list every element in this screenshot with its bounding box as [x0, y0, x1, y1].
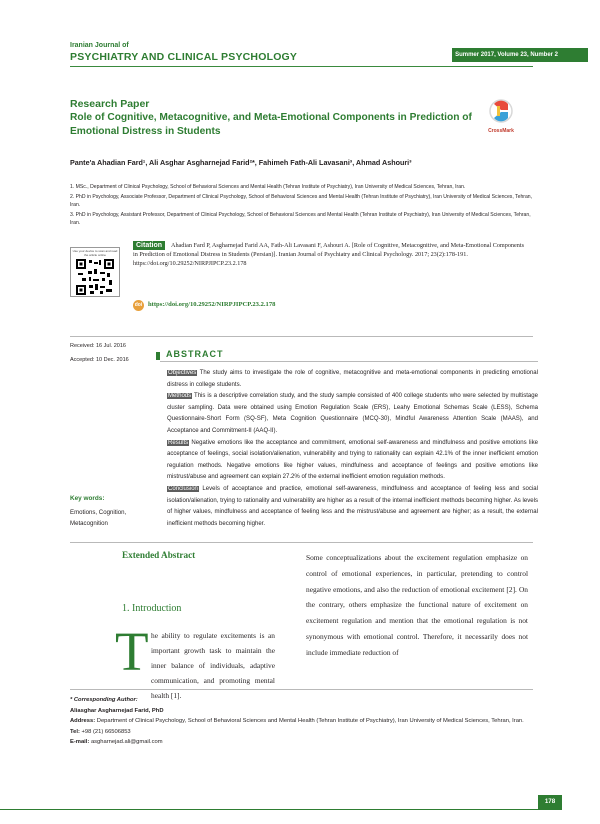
crossmark-label: CrossMark	[488, 128, 514, 134]
email-value[interactable]: asgharnejad.ali@gmail.com	[89, 739, 163, 745]
abstract-divider	[160, 361, 538, 362]
header-divider	[70, 66, 533, 67]
corresponding-title: * Corresponding Author:	[70, 697, 138, 703]
qr-caption: Use your device to scan and read the article online	[72, 249, 118, 257]
conclusion-text: Levels of acceptance and practice, emotional self-awareness, mindfulness and acceptance of feeling less and social isolation/alienation, trying to rationality and vulnerability are higher as a result of the internal inefficient methods becoming higher. As levels of higher values, mindfulness and acceptance of feeling less and the mistrust/abuse and agreement are higher; as a result, the external inefficient methods becoming higher.	[167, 485, 538, 527]
author-list: Pante'a Ahadian Fard¹, Ali Asghar Asgharnejad Farid²*, Fahimeh Fath-Ali Lavasani³, Ahmad Ashouri³	[70, 158, 412, 167]
keywords-text: Emotions, Cognition, Metacognition	[70, 509, 127, 528]
abstract-marker	[156, 352, 160, 360]
abstract-body	[167, 368, 538, 530]
abstract-conclusion	[167, 484, 538, 530]
objectives-text: The study aims to investigate the role of cognitive, metacognitive and meta-emotional components in predicting emotional distress in college students.	[167, 370, 538, 388]
corresponding-name: Aliasghar Asgharnejad Farid, PhD	[70, 707, 164, 714]
section-divider	[70, 336, 533, 337]
section-divider-2	[70, 542, 533, 543]
footer-line	[0, 809, 562, 810]
extended-abstract-heading: Extended Abstract	[122, 550, 196, 560]
affiliations	[70, 183, 542, 227]
keywords-label: Key words:	[70, 495, 105, 502]
email-label: E-mail:	[70, 739, 90, 745]
affiliation-2: 2. PhD in Psychology, Associate Professor, Department of Clinical Psychology, School of Behavioral Sciences and Mental Health (Tehran Institute of Psychiatry), Iran University of Medical Sciences, Tehran, Iran.	[70, 194, 533, 209]
corresponding-address	[70, 716, 540, 727]
journal-top-label: Iranian Journal of	[70, 42, 129, 49]
citation-text: Ahadian Fard P, Asgharnejad Farid AA, Fath-Ali Lavasani F, Ashouri A. [Role of Cognitive, Metacognitive, and Meta-Emotional Components in Prediction of Emotional Distress in Students (Persian)]. Iranian Journal of Psychiatry and Clinical Psychology. 2017; 23(2):178-191. https://doi.org/10.29252/NIRPJIPCP.23.2.178	[133, 242, 524, 268]
paper-title: Role of Cognitive, Metacognitive, and Meta-Emotional Components in Prediction of Emotional Distress in Students	[70, 112, 472, 137]
page-number: 178	[538, 795, 562, 809]
received-date: Received: 16 Jul. 2016	[70, 343, 126, 349]
methods-text: This is a descriptive correlation study, and the study sample consisted of 400 college students who were selected by multistage cluster sampling. Data were obtained using Emotion Regulation Scale (ERS), Leahy Emotional Schemas Scale (LESS), Schema Questionnaire-Short Form (SQ-SF), Meta Cognition Questionnaire (MCQ-30), Mindful Awareness Attention Scale (MAAS), and Acceptance and Commitment-II (AAQ-II).	[167, 393, 538, 434]
results-label: Results	[168, 439, 189, 446]
qr-code[interactable]	[76, 259, 114, 300]
corresponding-email	[70, 737, 540, 748]
results-text: Negative emotions like the acceptance and commitment, emotional self-awareness and mindfulness and positive emotions like acceptance of feelings, social isolation/alienation, vulnerability and trying to rationality can explain 42.1% of the inner inefficient emotion regulation methods. Negative emotions like higher values, mindfulness and acceptance of feelings and positive emotions like mistrust/abuse and agreement can explain 27.2% of the external inefficient emotion regulation methods.	[167, 439, 538, 481]
address-label: Address:	[70, 718, 96, 724]
methods-label: Methods	[168, 393, 192, 400]
qr-code-icon	[76, 259, 114, 295]
crossmark-icon	[488, 98, 514, 136]
accepted-date: Accepted: 10 Dec. 2016	[70, 357, 129, 363]
footnote-divider	[70, 689, 533, 690]
journal-name: PSYCHIATRY AND CLINICAL PSYCHOLOGY	[70, 51, 298, 63]
introduction-heading: 1. Introduction	[122, 603, 182, 614]
objectives-label: Objectives	[168, 370, 197, 376]
paper-type: Research Paper	[70, 98, 150, 110]
abstract-objectives	[167, 368, 538, 391]
tel-label: Tel:	[70, 728, 80, 735]
conclusion-label: Conclusion	[168, 485, 198, 492]
tel-value: +98 (21) 66506853	[79, 728, 131, 735]
corresponding-author	[70, 695, 540, 748]
affiliation-1: 1. MSc., Department of Clinical Psychology, School of Behavioral Sciences and Mental Health (Tehran Institute of Psychiatry), Iran University of Medical Sciences, Tehran, Iran.	[70, 184, 466, 190]
citation-label: Citation	[133, 241, 165, 250]
intro-paragraph-right: Some conceptualizations about the excitement regulation emphasize on control of emotional experiences, in particular, pretending to control negative emotions, and also the reduction of emotional excitement [2]. On the contrary, others emphasize the functional nature of excitement on excitement regulation and mention that the emotional regulation is not synonymous with emotional control. Therefore, it necessarily does not include immediate reduction of	[306, 553, 528, 657]
corresponding-tel	[70, 727, 540, 738]
abstract-heading: ABSTRACT	[166, 349, 224, 359]
abstract-results	[167, 438, 538, 484]
doi-icon: doi	[133, 300, 144, 311]
doi-link[interactable]: https://doi.org/10.29252/NIRPJIPCP.23.2.178	[148, 301, 276, 308]
abstract-methods	[167, 391, 538, 437]
issue-badge: Summer 2017, Volume 23, Number 2	[452, 48, 588, 62]
affiliation-3: 3. PhD in Psychology, Assistant Professor, Department of Clinical Psychology, School of Behavioral Sciences and Mental Health (Tehran Institute of Psychiatry), Iran University of Medical Sciences, Tehran, Iran.	[70, 212, 531, 227]
drop-cap: T	[115, 621, 149, 682]
crossmark-badge[interactable]	[488, 98, 514, 136]
intro-paragraph-left: he ability to regulate excitements is an important growth task to maintain the inner balance of individuals, adaptive communication, and promoting mental health [1].	[151, 631, 275, 700]
address-text: Department of Clinical Psychology, School of Behavioral Sciences and Mental Health (Tehran Institute of Psychiatry), Iran University of Medical Sciences, Tehran, Iran.	[95, 718, 524, 724]
